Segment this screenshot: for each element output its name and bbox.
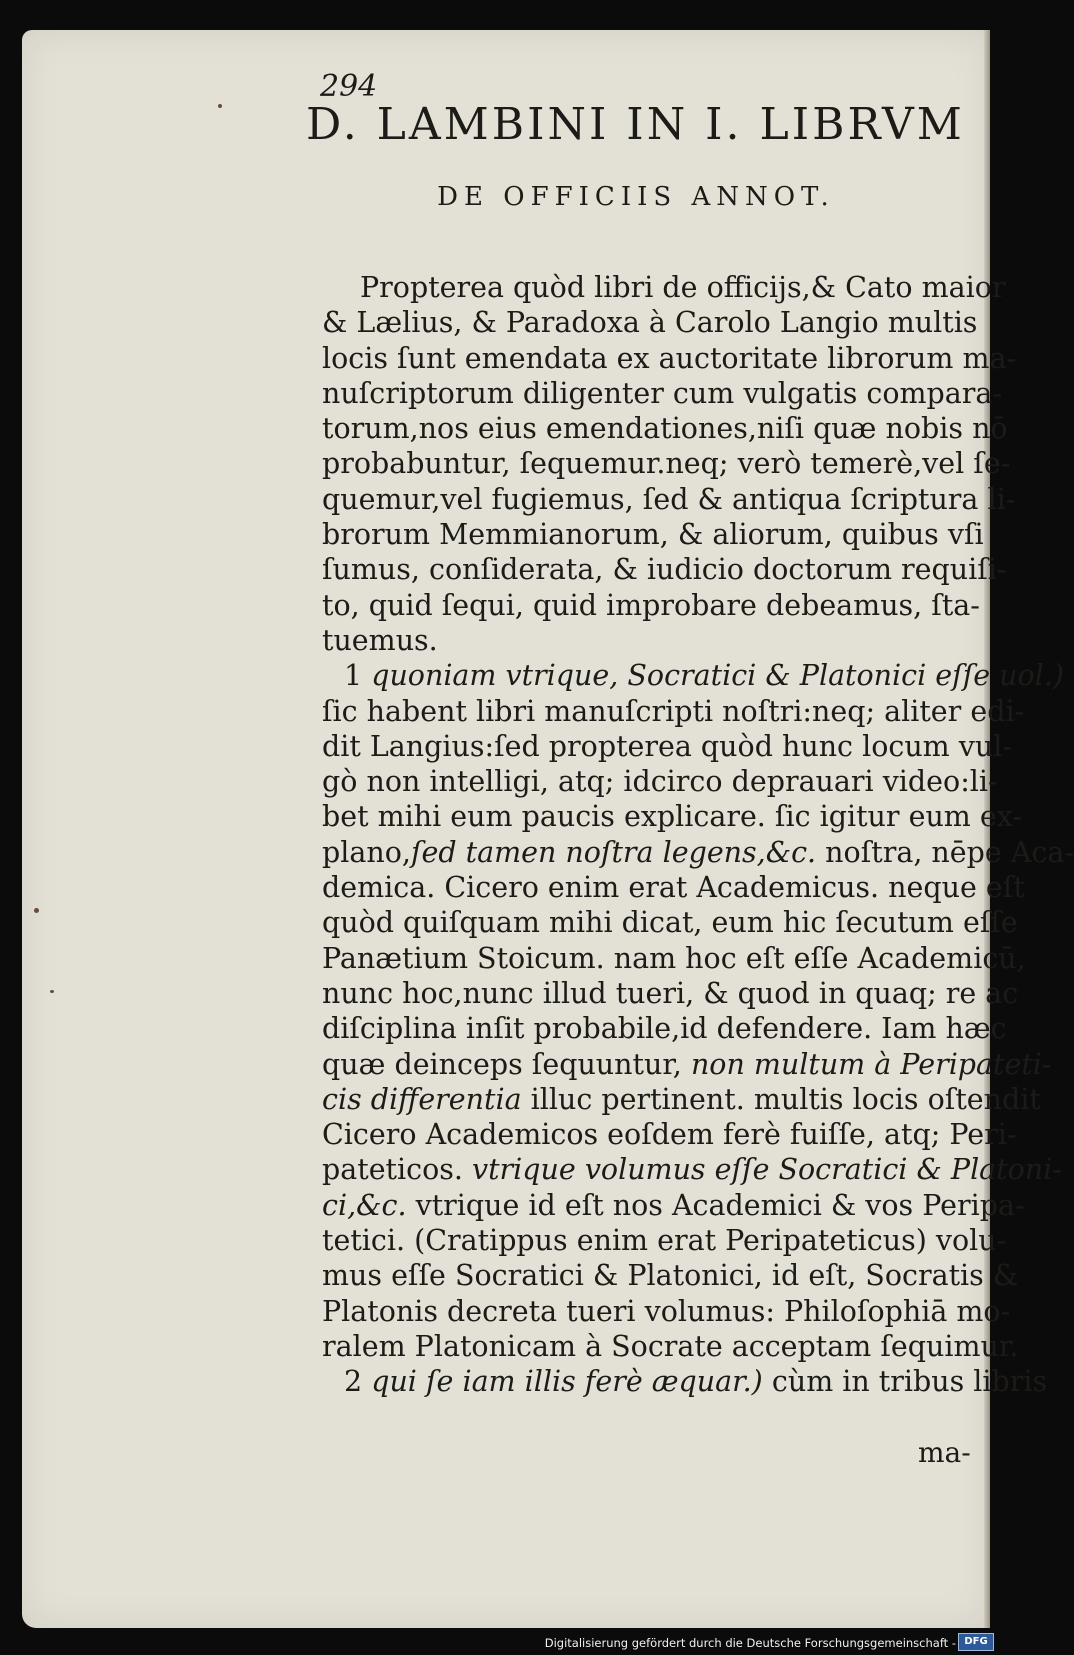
line-text: demica. Cicero enim erat Academicus. neque eſt bbox=[322, 871, 1025, 905]
line-text: quòd quiſquam mihi dicat, eum hic ſecutum eſſe bbox=[322, 906, 1018, 940]
text-line bbox=[322, 482, 1016, 517]
italic-citation: cis differentia bbox=[322, 1082, 522, 1116]
page-number: 294 bbox=[320, 69, 378, 104]
line-text: locis ſunt emendata ex auctoritate librorum ma- bbox=[322, 341, 1017, 375]
text-line bbox=[322, 1223, 1007, 1258]
text-line bbox=[322, 588, 980, 623]
text-line bbox=[322, 658, 1064, 693]
line-text: brorum Memmianorum, & aliorum, quibus vſi bbox=[322, 518, 984, 552]
italic-citation: ſed tamen noſtra legens,&c. bbox=[410, 835, 817, 869]
line-text: 2 bbox=[344, 1365, 372, 1399]
line-text: probabuntur, ſequemur.neq; verò temerè,vel ſe- bbox=[322, 447, 1011, 481]
line-text: mus eſſe Socratici & Platonici, id eſt, Socratis & bbox=[322, 1259, 1019, 1293]
line-text: vtrique id eſt nos Academici & vos Peripa- bbox=[406, 1188, 1025, 1222]
line-text: cùm in tribus libris bbox=[762, 1365, 1048, 1399]
line-text: plano, bbox=[322, 835, 411, 869]
text-line bbox=[322, 870, 1025, 905]
line-text: to, quid ſequi, quid improbare debeamus, ſta- bbox=[322, 588, 980, 622]
italic-citation: non multum à Peripateti- bbox=[690, 1047, 1052, 1081]
text-line bbox=[322, 552, 1007, 587]
text-line bbox=[322, 1117, 1017, 1152]
text-line bbox=[322, 1082, 1041, 1117]
line-text: tetici. (Cratippus enim erat Peripateticus) volu- bbox=[322, 1224, 1007, 1258]
section-subtitle: DE OFFICIIS ANNOT. bbox=[437, 182, 835, 212]
text-line bbox=[322, 1294, 1011, 1329]
text-line bbox=[322, 446, 1011, 481]
italic-citation: quoniam vtrique, Socratici & Platonici eſſe uol.) bbox=[371, 659, 1064, 693]
line-text: Cicero Academicos eoſdem ferè fuiſſe, atq; Peri- bbox=[322, 1118, 1017, 1152]
ink-speck bbox=[50, 990, 54, 993]
catchword: ma- bbox=[918, 1436, 971, 1469]
line-text: Panætium Stoicum. nam hoc eſt eſſe Academicū, bbox=[322, 941, 1026, 975]
text-line bbox=[322, 799, 1022, 834]
line-text: ſumus, conſiderata, & iudicio doctorum requiſi- bbox=[322, 553, 1007, 587]
text-line bbox=[322, 1011, 1007, 1046]
text-line bbox=[322, 517, 984, 552]
ink-speck bbox=[34, 908, 39, 913]
text-line bbox=[322, 1364, 1048, 1399]
line-text: nunc hoc,nunc illud tueri, & quod in quaq; re ac bbox=[322, 976, 1019, 1010]
line-text: noſtra, nēpe Aca- bbox=[816, 835, 1074, 869]
text-line bbox=[322, 411, 1008, 446]
line-text: 1 bbox=[344, 659, 372, 693]
line-text: quæ deinceps ſequuntur, bbox=[322, 1047, 691, 1081]
italic-citation: vtrique volumus eſſe Socratici & Platoni- bbox=[472, 1153, 1062, 1187]
text-line bbox=[322, 1329, 1019, 1364]
line-text: Propterea quòd libri de officijs,& Cato maior bbox=[360, 271, 1006, 304]
line-text: tuemus. bbox=[322, 623, 438, 657]
line-text: dit Langius:ſed propterea quòd hunc locum vul- bbox=[322, 729, 1012, 763]
text-line bbox=[322, 835, 1074, 870]
text-line bbox=[322, 976, 1019, 1011]
line-text: Platonis decreta tueri volumus: Philoſophiā mo- bbox=[322, 1294, 1011, 1328]
body-text bbox=[322, 270, 1074, 1400]
line-text: quemur,vel fugiemus, ſed & antiqua ſcriptura li- bbox=[322, 482, 1016, 516]
line-text: diſciplina inſit probabile,id defendere. Iam hæc bbox=[322, 1012, 1007, 1046]
line-text: & Lælius, & Paradoxa à Carolo Langio multis bbox=[322, 306, 978, 340]
text-line bbox=[322, 1047, 1052, 1082]
text-line bbox=[322, 1152, 1062, 1187]
text-line bbox=[322, 694, 1025, 729]
line-text: ralem Platonicam à Socrate acceptam ſequimur. bbox=[322, 1329, 1019, 1363]
text-line bbox=[322, 376, 1003, 411]
line-text: bet mihi eum paucis explicare. ſic igitur eum ex- bbox=[322, 800, 1022, 834]
italic-citation: qui ſe iam illis ferè æquar.) bbox=[371, 1365, 763, 1399]
text-line bbox=[322, 623, 974, 658]
text-line bbox=[322, 764, 998, 799]
line-text: ſic habent libri manuſcripti noſtri:neq; aliter edi- bbox=[322, 694, 1025, 728]
text-line bbox=[322, 729, 1012, 764]
line-text: torum,nos eius emendationes,niſi quæ nobis nō bbox=[322, 412, 1008, 446]
line-text: nuſcriptorum diligenter cum vulgatis compara- bbox=[322, 376, 1003, 410]
text-line bbox=[322, 1188, 1025, 1223]
footer-credit: Digitalisierung gefördert durch die Deutsche Forschungsgemeinschaft - bbox=[544, 1636, 956, 1650]
text-line bbox=[322, 941, 1026, 976]
text-line bbox=[322, 1258, 1019, 1293]
dfg-logo: DFG bbox=[958, 1633, 994, 1651]
digitization-footer bbox=[0, 1629, 1000, 1655]
line-text: gò non intelligi, atq; idcirco deprauari video:li- bbox=[322, 765, 998, 799]
running-title: D. LAMBINI IN I. LIBRVM bbox=[306, 99, 965, 150]
ink-speck bbox=[218, 104, 222, 108]
text-line bbox=[322, 270, 1006, 305]
text-line bbox=[322, 305, 978, 340]
line-text: illuc pertinent. multis locis oſtendit bbox=[521, 1082, 1041, 1116]
text-line bbox=[322, 905, 1018, 940]
line-text: pateticos. bbox=[322, 1153, 472, 1187]
text-line bbox=[322, 341, 1017, 376]
italic-citation: ci,&c. bbox=[322, 1188, 407, 1222]
